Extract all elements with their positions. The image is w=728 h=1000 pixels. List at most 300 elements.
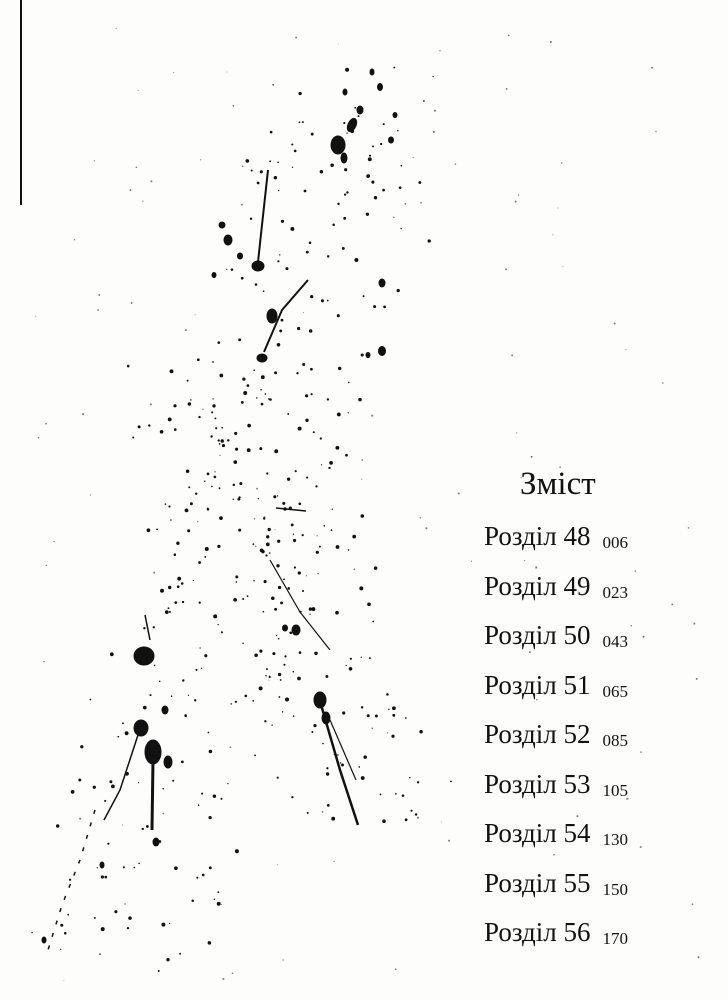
- ink-speckle: [655, 131, 656, 132]
- ink-speckle: [252, 700, 254, 702]
- ink-speckle: [221, 798, 223, 800]
- ink-streak: [152, 760, 153, 830]
- ink-speckle: [261, 403, 264, 406]
- ink-speckle: [60, 949, 61, 950]
- ink-speckle: [271, 596, 275, 600]
- ink-speckle: [217, 341, 220, 344]
- ink-speckle: [64, 932, 67, 935]
- ink-speckle: [161, 923, 165, 927]
- ink-speckle: [278, 638, 280, 640]
- ink-speckle: [296, 372, 298, 374]
- ink-speckle: [122, 722, 124, 724]
- ink-speckle: [291, 796, 293, 798]
- ink-speckle: [299, 611, 301, 613]
- ink-speckle: [458, 492, 460, 494]
- ink-speckle: [388, 709, 389, 710]
- ink-speckle: [174, 601, 177, 604]
- ink-speckle: [143, 706, 147, 710]
- ink-speckle: [326, 772, 329, 775]
- ink-speckle: [284, 655, 286, 657]
- ink-speckle: [162, 813, 164, 815]
- ink-speckle: [433, 131, 435, 133]
- ink-speckle: [369, 657, 371, 659]
- ink-speckle: [434, 110, 436, 112]
- ink-speckle: [330, 735, 331, 736]
- ink-speckle: [98, 294, 100, 296]
- ink-speckle: [56, 824, 59, 827]
- ink-speckle: [150, 180, 152, 182]
- ink-blot: [343, 89, 347, 95]
- ink-speckle: [315, 485, 317, 487]
- ink-speckle: [165, 503, 167, 505]
- ink-speckle: [270, 131, 273, 134]
- ink-speckle: [264, 516, 266, 518]
- ink-speckle: [346, 132, 348, 134]
- ink-speckle: [71, 790, 75, 794]
- ink-speckle: [405, 203, 406, 204]
- ink-speckle: [265, 393, 267, 395]
- ink-speckle: [117, 736, 119, 738]
- ink-speckle: [552, 234, 553, 235]
- toc-entry-page-number: 023: [602, 582, 628, 602]
- ink-speckle: [204, 556, 206, 558]
- ink-speckle: [194, 699, 196, 701]
- ink-speckle: [348, 412, 349, 413]
- ink-speckle: [334, 754, 335, 755]
- ink-speckle: [333, 861, 334, 862]
- ink-speckle: [233, 598, 237, 602]
- ink-speckle: [297, 677, 301, 681]
- ink-speckle: [625, 349, 626, 350]
- ink-speckle: [165, 610, 169, 614]
- ink-speckle: [505, 268, 507, 270]
- ink-speckle: [256, 397, 257, 398]
- ink-speckle: [420, 202, 421, 203]
- ink-speckle: [272, 84, 273, 85]
- ink-speckle: [158, 840, 161, 843]
- ink-speckle: [234, 432, 237, 435]
- ink-speckle: [298, 502, 301, 505]
- ink-speckle: [344, 193, 346, 195]
- ink-speckle: [110, 652, 114, 656]
- ink-speckle: [125, 731, 129, 735]
- ink-blot: [219, 222, 225, 228]
- ink-speckle: [306, 575, 307, 576]
- ink-speckle: [221, 631, 223, 633]
- ink-speckle: [94, 917, 96, 919]
- ink-speckle: [278, 586, 281, 589]
- ink-speckle: [280, 601, 283, 604]
- ink-speckle: [393, 217, 395, 219]
- ink-speckle: [156, 529, 158, 531]
- ink-speckle: [634, 570, 635, 571]
- ink-speckle: [278, 673, 281, 676]
- ink-speckle: [387, 732, 388, 733]
- ink-speckle: [305, 394, 308, 397]
- ink-speckle: [337, 145, 340, 148]
- ink-blot: [257, 354, 267, 362]
- ink-speckle: [190, 399, 192, 401]
- ink-speckle: [361, 514, 365, 518]
- ink-speckle: [405, 717, 407, 719]
- ink-speckle: [207, 473, 210, 476]
- toc-entry-page-number: 150: [602, 879, 628, 899]
- ink-speckle: [74, 239, 75, 240]
- ink-speckle: [274, 608, 277, 611]
- toc-entry-label: Розділ 54: [484, 818, 591, 848]
- ink-speckle: [295, 37, 297, 39]
- ink-speckle: [219, 374, 223, 378]
- ink-speckle: [154, 665, 156, 667]
- ink-speckle: [265, 554, 267, 556]
- ink-speckle: [281, 319, 284, 322]
- ink-speckle: [176, 542, 179, 545]
- ink-blot: [134, 647, 154, 665]
- ink-speckle: [179, 953, 181, 955]
- ink-speckle: [349, 667, 353, 671]
- ink-speckle: [226, 72, 227, 73]
- toc-entry-label: Розділ 50: [484, 620, 591, 650]
- ink-speckle: [274, 449, 278, 453]
- ink-speckle: [218, 439, 220, 441]
- ink-speckle: [255, 283, 258, 286]
- ink-speckle: [281, 220, 284, 223]
- ink-speckle: [352, 535, 356, 539]
- ink-speckle: [193, 580, 194, 581]
- ink-blot: [134, 720, 148, 736]
- toc-entry-label: Розділ 52: [484, 719, 591, 749]
- ink-speckle: [243, 391, 247, 395]
- toc-entry[interactable]: [484, 714, 628, 754]
- ink-speckle: [320, 170, 323, 173]
- ink-speckle: [358, 115, 360, 117]
- ink-speckle: [294, 150, 297, 153]
- ink-speckle: [131, 302, 133, 304]
- ink-speckle: [199, 647, 200, 648]
- ink-speckle: [219, 443, 221, 445]
- ink-speckle: [263, 611, 265, 613]
- ink-speckle: [303, 312, 304, 313]
- ink-speckle: [358, 398, 362, 402]
- ink-blot: [389, 137, 394, 143]
- ink-speckle: [696, 678, 698, 680]
- ink-speckle: [511, 354, 513, 356]
- ink-speckle: [631, 625, 632, 626]
- ink-speckle: [231, 268, 234, 271]
- ink-speckle: [353, 568, 355, 570]
- ink-speckle: [174, 866, 178, 870]
- ink-speckle: [309, 329, 312, 332]
- ink-speckle: [361, 479, 362, 480]
- ink-speckle: [264, 580, 267, 583]
- toc-entry[interactable]: [484, 863, 628, 903]
- ink-speckle: [168, 607, 170, 609]
- ink-speckle: [217, 624, 218, 625]
- ink-speckle: [417, 781, 419, 783]
- ink-speckle: [269, 398, 272, 401]
- ink-speckle: [372, 621, 374, 623]
- ink-speckle: [340, 762, 341, 763]
- ink-blot: [292, 625, 300, 635]
- ink-speckle: [382, 189, 385, 192]
- toc-entry-page-number: 105: [602, 780, 628, 800]
- ink-streak: [145, 615, 150, 640]
- ink-speckle: [258, 498, 259, 499]
- ink-speckle: [259, 447, 262, 450]
- ink-speckle: [211, 486, 213, 488]
- ink-speckle: [399, 186, 402, 189]
- ink-speckle: [299, 651, 302, 654]
- ink-speckle: [90, 699, 92, 701]
- ink-speckle: [348, 549, 350, 551]
- ink-speckle: [671, 603, 673, 605]
- ink-speckle: [208, 816, 211, 819]
- ink-speckle: [197, 521, 198, 522]
- ink-speckle: [215, 427, 217, 429]
- ink-speckle: [235, 448, 238, 451]
- ink-speckle: [217, 891, 219, 893]
- ink-speckle: [45, 423, 47, 425]
- ink-speckle: [317, 573, 318, 574]
- ink-speckle: [291, 143, 293, 145]
- ink-speckle: [202, 874, 205, 877]
- ink-speckle: [354, 107, 356, 109]
- toc-entry-label: Розділ 55: [484, 867, 591, 898]
- ink-speckle: [208, 941, 212, 945]
- ink-speckle: [271, 725, 272, 726]
- ink-speckle: [82, 413, 84, 415]
- ink-speckle: [244, 695, 247, 698]
- ink-speckle: [336, 545, 340, 549]
- ink-speckle: [160, 589, 164, 593]
- ink-speckle: [342, 711, 345, 714]
- ink-speckle: [557, 208, 558, 209]
- ink-speckle: [214, 476, 217, 479]
- toc-entry-page-number: 170: [602, 929, 628, 948]
- ink-speckle: [269, 552, 271, 554]
- ink-speckle: [177, 577, 181, 581]
- ink-speckle: [128, 916, 132, 920]
- ink-speckle: [53, 541, 54, 542]
- ink-speckle: [397, 289, 400, 292]
- ink-speckle: [348, 382, 350, 384]
- ink-speckle: [210, 435, 212, 437]
- ink-speckle: [238, 338, 241, 341]
- ink-speckle: [367, 602, 371, 606]
- ink-speckle: [60, 924, 63, 927]
- ink-speckle: [230, 703, 232, 705]
- ink-splatter-group: [42, 69, 397, 950]
- ink-speckle: [643, 636, 645, 638]
- ink-speckle: [306, 477, 308, 479]
- ink-speckle: [372, 728, 374, 730]
- ink-speckle: [166, 958, 169, 961]
- ink-speckle: [335, 611, 339, 615]
- toc-entry[interactable]: [484, 566, 628, 606]
- ink-speckle: [174, 428, 177, 431]
- ink-speckle: [160, 430, 164, 434]
- ink-speckle: [327, 255, 329, 257]
- toc-entry[interactable]: [484, 615, 628, 655]
- ink-speckle: [186, 470, 189, 473]
- ink-speckle: [432, 76, 433, 77]
- ink-speckle: [287, 413, 289, 415]
- ink-speckle: [138, 863, 140, 865]
- ink-speckle: [562, 266, 563, 267]
- ink-speckle: [283, 959, 284, 960]
- ink-streak: [104, 735, 138, 820]
- toc-entry[interactable]: [484, 813, 628, 853]
- toc-entry-page-number: 130: [602, 830, 628, 849]
- ink-speckle: [201, 668, 202, 669]
- ink-speckle: [198, 416, 200, 418]
- ink-speckle: [198, 804, 200, 806]
- ink-speckle: [252, 543, 254, 545]
- toc-entry[interactable]: [484, 665, 628, 705]
- ink-speckle: [107, 843, 109, 845]
- ink-speckle: [313, 431, 315, 433]
- ink-speckle: [212, 404, 215, 407]
- ink-speckle: [181, 761, 184, 764]
- ink-speckle: [640, 751, 642, 753]
- ink-speckle: [358, 766, 360, 768]
- ink-speckle: [141, 725, 143, 727]
- ink-speckle: [471, 561, 472, 562]
- ink-speckle: [278, 190, 280, 192]
- ink-speckle: [350, 658, 352, 660]
- ink-speckle: [253, 369, 255, 371]
- ink-speckle: [292, 167, 293, 168]
- ink-speckle: [207, 508, 208, 509]
- toc-entry[interactable]: [484, 764, 628, 804]
- ink-speckle: [293, 539, 296, 542]
- ink-speckle: [150, 403, 152, 405]
- ink-speckle: [277, 864, 278, 865]
- ink-speckle: [241, 277, 244, 280]
- ink-speckle: [187, 380, 189, 382]
- ink-speckle: [320, 437, 322, 439]
- ink-speckle: [202, 409, 203, 410]
- ink-speckle: [415, 813, 417, 815]
- ink-speckle: [213, 614, 217, 618]
- ink-speckle: [204, 654, 207, 657]
- ink-speckle: [372, 145, 374, 147]
- ink-speckle: [212, 361, 214, 363]
- ink-speckle: [368, 157, 372, 161]
- ink-speckle: [309, 242, 312, 245]
- ink-speckle: [331, 817, 335, 821]
- ink-speckle: [325, 675, 328, 678]
- ink-blot: [153, 838, 159, 846]
- ink-speckle: [233, 499, 234, 500]
- ink-speckle: [209, 750, 212, 753]
- ink-speckle: [279, 254, 280, 255]
- ink-speckle: [177, 585, 180, 588]
- ink-speckle: [222, 978, 224, 980]
- ink-speckle: [371, 415, 373, 417]
- ink-speckle: [322, 811, 324, 813]
- ink-speckle: [305, 419, 308, 422]
- ink-speckle: [79, 818, 81, 820]
- ink-speckle: [343, 122, 345, 124]
- ink-speckle: [97, 867, 98, 868]
- ink-speckle: [173, 404, 176, 407]
- ink-speckle: [38, 437, 39, 438]
- ink-speckle: [264, 720, 266, 722]
- ink-speckle: [402, 794, 405, 797]
- ink-speckle: [259, 650, 262, 653]
- ink-speckle: [279, 329, 282, 332]
- ink-speckle: [331, 529, 333, 531]
- ink-speckle: [276, 564, 279, 567]
- ink-speckle: [371, 181, 374, 184]
- ink-speckle: [260, 389, 262, 391]
- ink-speckle: [275, 529, 276, 530]
- ink-speckle: [211, 411, 213, 413]
- ink-speckle: [196, 877, 198, 879]
- ink-speckle: [332, 509, 333, 510]
- ink-speckle: [289, 631, 292, 634]
- ink-speckle: [263, 290, 265, 292]
- ink-speckle: [254, 654, 258, 658]
- ink-speckle: [230, 746, 232, 748]
- ink-speckle: [287, 478, 290, 481]
- ink-speckle: [80, 745, 83, 748]
- ink-speckle: [441, 821, 442, 822]
- ink-speckle: [309, 614, 310, 615]
- toc-entry[interactable]: [484, 912, 628, 952]
- ink-speckle: [170, 519, 172, 521]
- ink-speckle: [67, 914, 69, 916]
- ink-blot: [283, 625, 288, 631]
- ink-speckle: [247, 448, 251, 452]
- ink-blot: [366, 353, 370, 358]
- ink-speckle: [274, 371, 277, 374]
- ink-speckle: [94, 160, 95, 161]
- ink-speckle: [69, 879, 71, 881]
- ink-speckle: [184, 714, 187, 717]
- ink-speckle: [209, 866, 212, 869]
- ink-speckle: [311, 731, 313, 733]
- ink-speckle: [299, 121, 301, 123]
- ink-streak: [258, 170, 268, 262]
- ink-speckle: [293, 534, 294, 535]
- ink-speckle: [561, 162, 562, 163]
- ink-speckle: [516, 432, 517, 433]
- ink-blot: [370, 69, 374, 75]
- toc-entry[interactable]: [484, 516, 628, 556]
- ink-speckle: [188, 695, 189, 696]
- ink-speckle: [35, 316, 36, 317]
- ink-blot: [267, 309, 277, 323]
- ink-speckle: [136, 166, 138, 168]
- ink-speckle: [345, 454, 348, 457]
- ink-speckle: [181, 582, 184, 585]
- ink-speckle: [359, 586, 363, 590]
- ink-speckle: [283, 578, 285, 580]
- toc-entry-label: Розділ 48: [484, 521, 591, 551]
- toc-entry-page-number: 065: [602, 681, 628, 701]
- ink-speckle: [397, 130, 399, 132]
- ink-speckle: [116, 28, 117, 29]
- ink-streak: [48, 810, 95, 950]
- ink-speckle: [266, 543, 270, 547]
- ink-speckle: [337, 314, 340, 317]
- ink-speckle: [310, 295, 313, 298]
- ink-speckle: [314, 652, 317, 655]
- ink-speckle: [282, 711, 283, 712]
- ink-speckle: [190, 502, 193, 505]
